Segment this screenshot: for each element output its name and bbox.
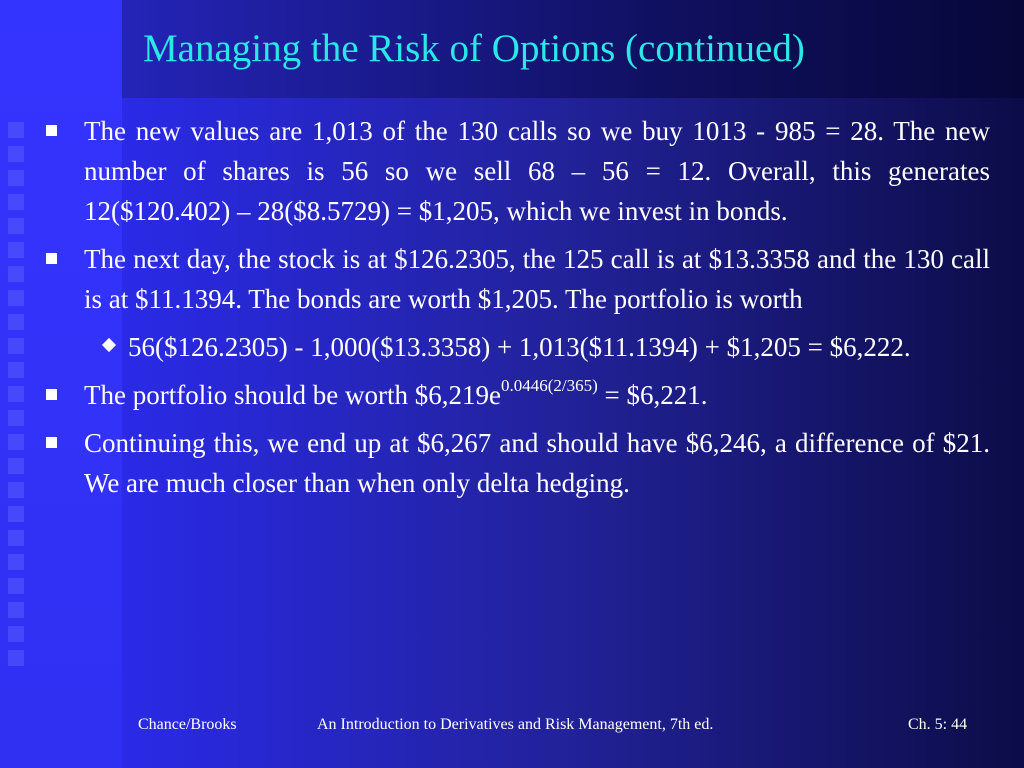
- bullet-text-after: = $6,221.: [597, 380, 708, 410]
- footer-book-title: An Introduction to Derivatives and Risk Management, 7th ed.: [317, 716, 714, 733]
- bullet-list: [38, 111, 990, 511]
- bullet-item: [38, 111, 990, 231]
- slide-footer: [0, 716, 1024, 738]
- bullet-item: [38, 423, 990, 503]
- bullet-text-before: The portfolio should be worth $6,219e: [84, 380, 501, 410]
- footer-author: Chance/Brooks: [138, 716, 237, 733]
- exponent-superscript: 0.0446(2/365): [500, 376, 598, 395]
- diamond-bullet-icon: [102, 338, 116, 352]
- bullet-text: Continuing this, we end up at $6,267 and should have $6,246, a difference of $21. We are much closer than when only delta hedging.: [84, 428, 990, 498]
- bullet-text: The new values are 1,013 of the 130 calls so we buy 1013 - 985 = 28. The new number of shares is 56 so we sell 68 – 56 = 12. Overall, this generates 12($120.402) – 28($8.5729) = $1,205, which we invest in bonds.: [84, 116, 990, 226]
- decorative-squares: [8, 122, 32, 682]
- square-bullet-icon: [46, 437, 57, 448]
- bullet-text: The next day, the stock is at $126.2305, the 125 call is at $13.3358 and the 130 call is at $11.1394. The bonds are worth $1,205. The portfolio is worth: [84, 244, 990, 314]
- slide-title: Managing the Risk of Options (continued): [143, 27, 805, 70]
- sub-bullet-text: 56($126.2305) - 1,000($13.3358) + 1,013($11.1394) + $1,205 = $6,222.: [128, 332, 911, 362]
- square-bullet-icon: [46, 253, 57, 264]
- sub-bullet-item: [124, 327, 990, 367]
- footer-page-number: Ch. 5: 44: [908, 716, 968, 733]
- bullet-item: [38, 239, 990, 319]
- bullet-item: [38, 375, 990, 415]
- square-bullet-icon: [46, 389, 57, 400]
- square-bullet-icon: [46, 125, 57, 136]
